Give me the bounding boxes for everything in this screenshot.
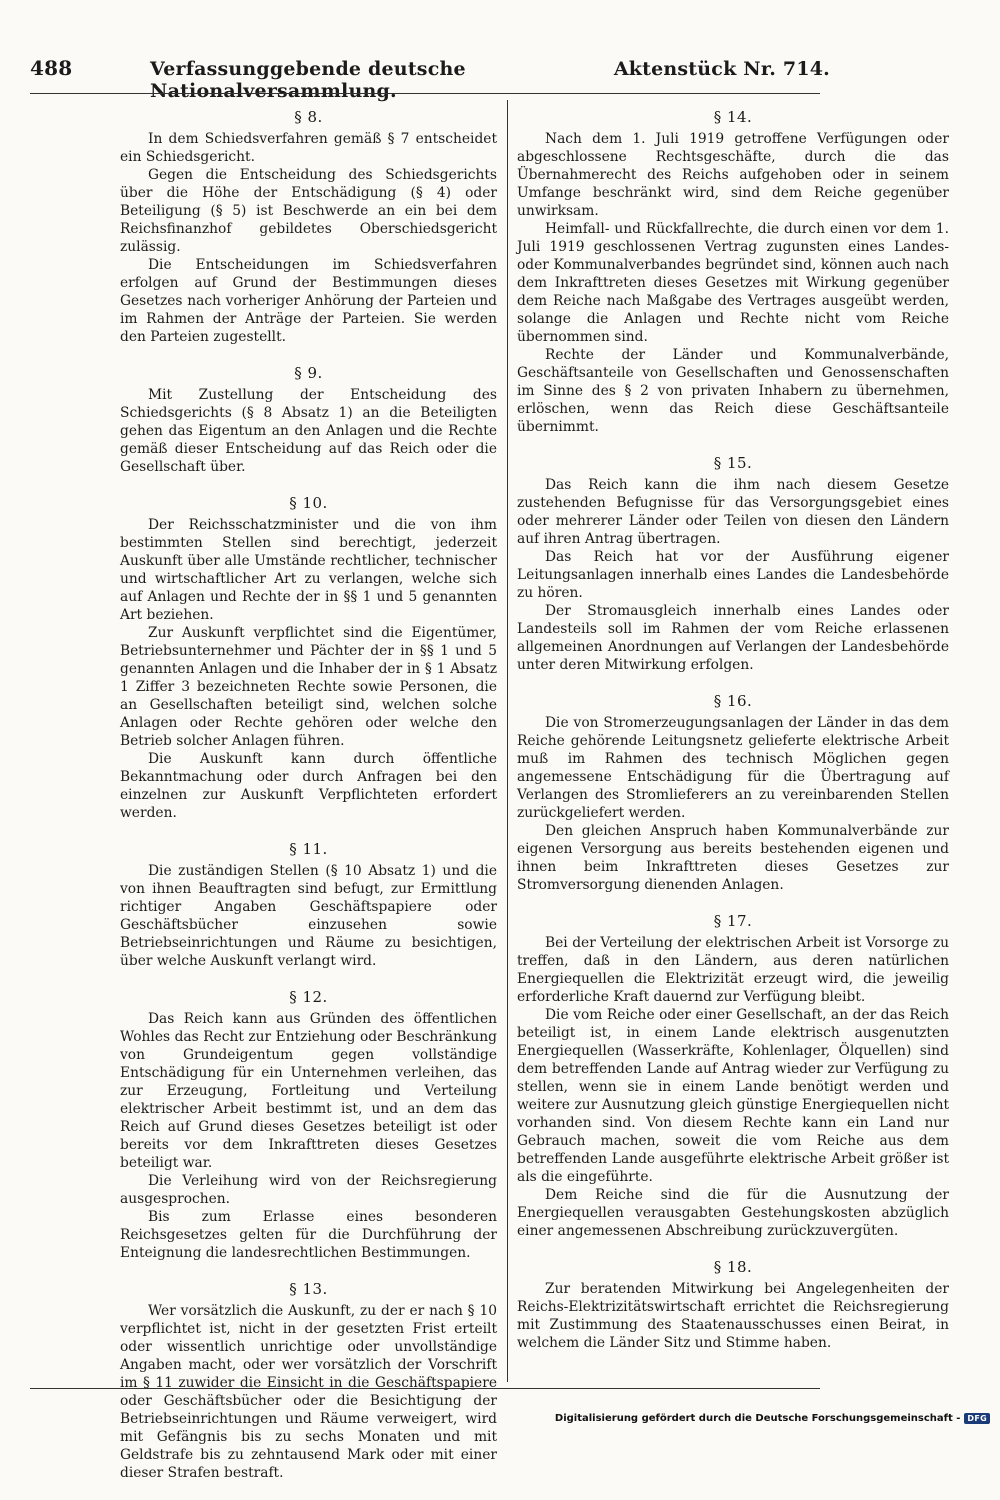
dfg-logo-icon: DFG: [964, 1413, 990, 1424]
paragraph: Rechte der Länder und Kommunalverbände, Geschäftsanteile von Gesellschaften und Genossenschaften im Sinne des § 2 von privaten Inhabern zu übernehmen, erlöschen, wenn das Reich diese Geschäftsanteile übernimmt.: [517, 347, 949, 435]
section: [120, 840, 497, 970]
paragraph: Wer vorsätzlich die Auskunft, zu der er nach § 10 verpflichtet ist, nicht in der gesetzten Frist erteilt oder wissentlich unrichtige oder unvollständige Angaben macht, oder wer vorsätzlich der Vorschrift im § 11 zuwider die Einsicht in die Geschäftspapiere oder Geschäftsbücher oder die Besichtigung der Betriebseinrichtungen und Räume verweigert, wird mit Gefängnis bis zu sechs Monaten und mit Geldstrafe bis zu zehntausend Mark oder mit einer dieser Strafen bestraft.: [120, 1303, 497, 1481]
section-heading: § 10.: [289, 494, 328, 512]
section-heading: § 12.: [289, 988, 328, 1006]
paragraph: Bis zum Erlasse eines besonderen Reichsgesetzes gelten für die Durchführung der Enteignung die landesrechtlichen Bestimmungen.: [120, 1209, 497, 1261]
section-heading: § 8.: [294, 108, 323, 126]
section: [517, 1258, 949, 1352]
section-heading: § 16.: [713, 692, 753, 710]
section: [517, 692, 949, 894]
paragraph: Die Entscheidungen im Schiedsverfahren erfolgen auf Grund der Bestimmungen dieses Gesetzes nach vorheriger Anhörung der Parteien und im Rahmen der Anträge der Parteien. Sie werden den Parteien zugestellt.: [120, 257, 497, 345]
column-divider: [507, 100, 508, 1382]
paragraph: Gegen die Entscheidung des Schiedsgerichts über die Höhe der Entschädigung (§ 4) oder Beteiligung (§ 5) ist Beschwerde an ein bei dem Reichsfinanzhof gebildetes Oberschiedsgericht zulässig.: [120, 167, 497, 255]
paragraph: Das Reich hat vor der Ausführung eigener Leitungsanlagen innerhalb eines Landes die Landesbehörde zu hören.: [517, 549, 949, 601]
paragraph: Heimfall- und Rückfallrechte, die durch einen vor dem 1. Juli 1919 geschlossenen Vertrag zugunsten eines Landes- oder Kommunalverbandes begründet sind, können auch nach dem Inkrafttreten dieses Gesetzes mit Wirkung gegenüber dem Reiche nach Maßgabe des Vertrages ausgeübt werden, solange die Anlagen und Rechte nicht vom Reiche übernommen sind.: [517, 221, 949, 345]
section-heading: § 13.: [289, 1280, 328, 1298]
section-heading: § 17.: [713, 912, 753, 930]
section-heading: § 15.: [713, 454, 753, 472]
paragraph: Zur beratenden Mitwirkung bei Angelegenheiten der Reichs-Elektrizitätswirtschaft errichtet die Reichsregierung mit Zustimmung des Staatenausschusses einen Beirat, in welchem die Länder Sitz und Stimme haben.: [517, 1281, 949, 1351]
section-heading: § 9.: [294, 364, 323, 382]
paragraph: Die Auskunft kann durch öffentliche Bekanntmachung oder durch Anfragen bei den einzelnen zur Auskunft Verpflichteten erfordert werden.: [120, 751, 497, 821]
paragraph: Der Reichsschatzminister und die von ihm bestimmten Stellen sind berechtigt, jederzeit Auskunft über alle Umstände rechtlicher, technischer und wirtschaftlicher Art zu verlangen, welche sich auf Anlagen und Rechte der in §§ 1 und 5 genannten Art beziehen.: [120, 517, 497, 623]
page-header: [30, 56, 830, 102]
document-number: Aktenstück Nr. 714.: [613, 58, 830, 80]
section: [517, 912, 949, 1240]
paragraph: Das Reich kann die ihm nach diesem Gesetze zustehenden Befugnisse für das Versorgungsgebiet eines oder mehrerer Länder oder Teilen von diesen den Ländern auf ihren Antrag übertragen.: [517, 477, 949, 547]
header-rule: [30, 93, 820, 94]
section: [120, 494, 497, 822]
paragraph: Nach dem 1. Juli 1919 getroffene Verfügungen oder abgeschlossene Rechtsgeschäfte, durch die das Übernahmerecht des Reichs aufgehoben oder in seinem Umfange beschränkt wird, sind dem Reiche gegenüber unwirksam.: [517, 131, 949, 219]
paragraph: In dem Schiedsverfahren gemäß § 7 entscheidet ein Schiedsgericht.: [120, 131, 497, 165]
footer-text: Digitalisierung gefördert durch die Deutsche Forschungsgemeinschaft -: [554, 1413, 961, 1424]
paragraph: Mit Zustellung der Entscheidung des Schiedsgerichts (§ 8 Absatz 1) an die Beteiligten gehen das Eigentum an den Anlagen und die Rechte gemäß dieser Entscheidung auf das Reich oder die Gesellschaft über.: [120, 387, 497, 475]
right-column: [517, 108, 949, 1370]
paragraph: Die Verleihung wird von der Reichsregierung ausgesprochen.: [120, 1173, 497, 1207]
section: [120, 1280, 497, 1482]
section-heading: § 18.: [713, 1258, 753, 1276]
section: [517, 108, 949, 436]
paragraph: Die von Stromerzeugungsanlagen der Länder in das dem Reiche gehörende Leitungsnetz gelieferte elektrische Arbeit muß im Rahmen des technisch Möglichen gegen angemessene Entschädigung für die Übertragung auf Verlangen des Stromlieferers an zu vereinbarenden Stellen zurückgeliefert werden.: [517, 715, 949, 821]
paragraph: Das Reich kann aus Gründen des öffentlichen Wohles das Recht zur Entziehung oder Beschränkung von Grundeigentum gegen vollständige Entschädigung für ein Unternehmen verleihen, das zur Erzeugung, Fortleitung und Verteilung elektrischer Arbeit bestimmt ist, und an dem das Reich auf Grund dieses Gesetzes beteiligt ist oder bereits vor dem Inkrafttreten dieses Gesetzes beteiligt war.: [120, 1011, 497, 1171]
paragraph: Zur Auskunft verpflichtet sind die Eigentümer, Betriebsunternehmer und Pächter der in §§ 1 und 5 genannten Anlagen und die Inhaber der in § 1 Absatz 1 Ziffer 3 bezeichneten Rechte sowie Personen, die an Gesellschaften beteiligt sind, welchen solche Anlagen oder Rechte gehören oder welche den Betrieb solcher Anlagen führen.: [120, 625, 497, 749]
section: [517, 454, 949, 674]
section: [120, 988, 497, 1262]
paragraph: Den gleichen Anspruch haben Kommunalverbände zur eigenen Versorgung aus bereits bestehenden eigenen und ihnen beim Inkrafttreten dieses Gesetzes zur Stromversorgung dienenden Anlagen.: [517, 823, 949, 893]
paragraph: Die zuständigen Stellen (§ 10 Absatz 1) und die von ihnen Beauftragten sind befugt, zur Ermittlung richtiger Angaben Geschäftspapiere oder Geschäftsbücher einzusehen sowie Betriebseinrichtungen und Räume zu besichtigen, über welche Auskunft verlangt wird.: [120, 863, 497, 969]
page-number: 488: [30, 56, 73, 80]
footer: [555, 1413, 990, 1424]
section-heading: § 14.: [713, 108, 753, 126]
section: [120, 108, 497, 346]
section-heading: § 11.: [289, 840, 328, 858]
running-title: Verfassunggebende deutsche Nationalversammlung.: [150, 58, 466, 102]
left-column: [120, 108, 497, 1500]
paragraph: Der Stromausgleich innerhalb eines Landes oder Landesteils soll im Rahmen der vom Reiche erlassenen allgemeinen Anordnungen auf Verlangen der Landesbehörde unter deren Mitwirkung erfolgen.: [517, 603, 949, 673]
footer-rule: [30, 1388, 820, 1389]
section: [120, 364, 497, 476]
paragraph: Dem Reiche sind die für die Ausnutzung der Energiequellen verausgabten Gestehungskosten abzüglich einer angemessenen Abschreibung zurückzuvergüten.: [517, 1187, 949, 1239]
paragraph: Die vom Reiche oder einer Gesellschaft, an der das Reich beteiligt ist, in einem Lande elektrisch ausgenutzten Energiequellen (Wasserkräfte, Kohlenlager, Ölquellen) sind dem betreffenden Lande auf Antrag wieder zur Verfügung zu stellen, wenn sie in einem Lande benötigt werden und weitere zur Ausnutzung gleich günstige Energiequellen nicht vorhanden sind. Von diesem Rechte kann ein Land nur Gebrauch machen, soweit die vom Reiche aus dem betreffenden Lande ausgeführte elektrische Arbeit größer ist als die eingeführte.: [517, 1007, 949, 1185]
paragraph: Bei der Verteilung der elektrischen Arbeit ist Vorsorge zu treffen, daß in den Ländern, aus deren natürlichen Energiequellen die Elektrizität erzeugt wird, die jeweilig erforderliche Kraft dauernd zur Verfügung bleibt.: [517, 935, 949, 1005]
